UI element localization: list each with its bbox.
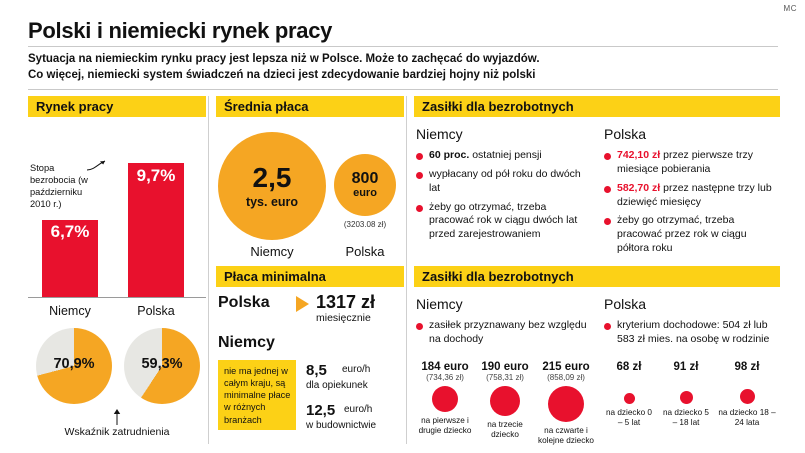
min-wage-germany-note: nie ma jednej w całym kraju, są minimalne płace w różnych branżach bbox=[218, 360, 296, 430]
dot-marker bbox=[490, 386, 520, 416]
bar-label-poland: 9,7% bbox=[136, 166, 176, 185]
dot-value: 91 zł bbox=[673, 361, 699, 373]
pie-value-poland: 59,3% bbox=[141, 356, 183, 372]
dot-item bbox=[416, 361, 474, 437]
header-average-wage: Średnia płaca bbox=[216, 96, 404, 117]
dot-caption: na dziecko 18 – 24 lata bbox=[718, 408, 776, 428]
unemployed-poland-list bbox=[604, 149, 778, 256]
dot-marker bbox=[548, 386, 584, 422]
unemployed-germany-label: Niemcy bbox=[416, 126, 463, 142]
bar-name-poland: Polska bbox=[137, 304, 175, 318]
list-item bbox=[416, 168, 594, 196]
lede-line-1: Sytuacja na niemieckim rynku pracy jest lepsza niż w Polsce. Może to zachęcać do wyjazdów. bbox=[28, 53, 540, 65]
dot-item bbox=[660, 361, 712, 429]
lede-paragraph bbox=[28, 52, 780, 84]
min-wage-rate1-unit: euro/h bbox=[342, 364, 371, 375]
avg-wage-poland-unit: euro bbox=[353, 187, 377, 199]
min-wage-rate1-value: 8,5 bbox=[306, 362, 327, 379]
avg-wage-germany-unit: tys. euro bbox=[245, 194, 299, 209]
bar-axis bbox=[28, 297, 206, 298]
section-benefits bbox=[414, 96, 780, 444]
min-wage-poland-value: 1317 zł bbox=[316, 292, 376, 312]
header-benefits-unemployed: Zasiłki dla bezrobotnych bbox=[414, 96, 780, 117]
avg-wage-poland-label: Polska bbox=[345, 244, 385, 259]
avg-wage-poland-note: (3203.08 zł) bbox=[343, 220, 387, 229]
bar-name-germany: Niemcy bbox=[49, 304, 91, 318]
pie-value-germany: 70,9% bbox=[53, 356, 95, 372]
list-item bbox=[416, 201, 594, 243]
dot-marker bbox=[740, 389, 755, 404]
min-wage-rate1-scope: dla opiekunek bbox=[306, 380, 368, 391]
dot-value: 68 zł bbox=[616, 361, 642, 373]
min-wage-germany-label: Niemcy bbox=[218, 334, 275, 351]
header-minimum-wage: Płaca minimalna bbox=[216, 266, 404, 287]
corner-watermark: MC bbox=[783, 4, 797, 13]
item-text: żeby go otrzymać, trzeba pracować rok w ciągu dwóch lat przed zarejestrowaniem bbox=[429, 200, 578, 241]
dot-caption: na dziecko 0 – 5 lat bbox=[606, 408, 652, 428]
min-wage-poland-period: miesięcznie bbox=[316, 312, 371, 324]
children-poland-block bbox=[604, 296, 778, 352]
unemployment-annotation: Stopa bezrobocia (w październiku 2010 r.) bbox=[30, 163, 88, 210]
dot-caption: na pierwsze i drugie dziecko bbox=[418, 416, 472, 436]
divider-vertical-2 bbox=[406, 96, 407, 444]
divider-vertical-1 bbox=[208, 96, 209, 444]
item-text: kryterium dochodowe: 504 zł lub 583 zł mies. na osobę w rodzinie bbox=[617, 319, 770, 345]
children-poland-dots bbox=[604, 361, 780, 441]
item-text: ostatniej pensji bbox=[469, 149, 542, 161]
section-wages bbox=[216, 96, 404, 444]
avg-wage-poland-value: 800 bbox=[351, 170, 379, 187]
avg-wage-germany-bubble bbox=[218, 132, 326, 240]
dot-marker bbox=[680, 391, 693, 404]
header-labour-market: Rynek pracy bbox=[28, 96, 206, 117]
children-germany-label: Niemcy bbox=[416, 296, 463, 312]
item-lead: 742,10 zł bbox=[617, 149, 661, 161]
header-benefits-children: Zasiłki dla bezrobotnych bbox=[414, 266, 780, 287]
avg-wage-germany-label: Niemcy bbox=[250, 244, 294, 259]
employment-rate-pies bbox=[28, 328, 206, 420]
divider-top bbox=[28, 46, 778, 47]
dot-subvalue: (734,36 zł) bbox=[426, 373, 464, 382]
item-text: wypłacany od pół roku do dwóch lat bbox=[429, 167, 581, 194]
arrow-right-icon bbox=[296, 296, 309, 312]
dot-item bbox=[478, 361, 532, 441]
list-item bbox=[604, 319, 778, 347]
children-germany-block bbox=[416, 296, 594, 352]
min-wage-rate2-unit: euro/h bbox=[344, 404, 373, 415]
children-germany-list bbox=[416, 319, 594, 347]
list-item bbox=[604, 182, 778, 210]
list-item bbox=[604, 149, 778, 177]
avg-wage-poland-bubble bbox=[334, 154, 396, 216]
avg-wage-germany-value: 2,5 bbox=[252, 161, 292, 193]
list-item bbox=[416, 149, 594, 163]
children-poland-label: Polska bbox=[604, 296, 647, 312]
unemployed-germany-block bbox=[416, 126, 594, 247]
item-text: żeby go otrzymać, trzeba pracować przez rok w ciągu półtora roku bbox=[617, 214, 747, 255]
unemployment-bar-chart bbox=[28, 126, 206, 316]
min-wage-rate2-scope: w budownictwie bbox=[306, 420, 377, 431]
dot-caption: na dziecko 5 – 18 lat bbox=[663, 408, 709, 428]
divider-mid bbox=[28, 89, 778, 90]
min-wage-rate2-value: 12,5 bbox=[306, 402, 336, 419]
dot-item bbox=[604, 361, 654, 429]
dot-value: 98 zł bbox=[734, 361, 760, 373]
lede-line-2: Co więcej, niemiecki system świadczeń na dzieci jest zdecydowanie bardziej hojny niż polski bbox=[28, 68, 536, 81]
dot-value: 215 euro bbox=[542, 361, 590, 373]
children-poland-list bbox=[604, 319, 778, 347]
dot-item bbox=[718, 361, 776, 429]
dot-caption: na czwarte i kolejne dziecko bbox=[538, 426, 594, 446]
bar-label-germany: 6,7% bbox=[50, 222, 90, 241]
dot-value: 184 euro bbox=[421, 361, 469, 373]
unemployed-germany-list bbox=[416, 149, 594, 242]
item-text: przez następne trzy lub dziewięć miesięcy bbox=[617, 181, 772, 208]
dot-subvalue: (758,31 zł) bbox=[486, 373, 524, 382]
dot-value: 190 euro bbox=[481, 361, 529, 373]
list-item bbox=[604, 214, 778, 256]
unemployed-poland-label: Polska bbox=[604, 126, 647, 142]
page-title: Polski i niemiecki rynek pracy bbox=[28, 18, 333, 43]
dot-item bbox=[536, 361, 596, 447]
item-text: przez pierwsze trzy miesiące pobierania bbox=[617, 149, 753, 175]
item-lead: 582,70 zł bbox=[617, 181, 661, 194]
item-lead: 60 proc. bbox=[429, 149, 470, 161]
dot-marker bbox=[432, 386, 458, 412]
dot-subvalue: (858,09 zł) bbox=[547, 373, 585, 382]
dot-caption: na trzecie dziecko bbox=[487, 420, 523, 440]
dot-marker bbox=[624, 393, 635, 404]
min-wage-poland-label: Polska bbox=[218, 294, 270, 311]
children-germany-dots bbox=[414, 361, 600, 446]
item-text: zasiłek przyznawany bez względu na dochody bbox=[429, 319, 587, 345]
pie-caption-arrow-icon bbox=[112, 408, 122, 426]
employment-rate-caption: Wskaźnik zatrudnienia bbox=[64, 426, 170, 438]
unemployed-poland-block bbox=[604, 126, 778, 261]
section-labour-market bbox=[28, 96, 206, 444]
annotation-arrow-icon bbox=[86, 158, 108, 172]
list-item bbox=[416, 319, 594, 347]
